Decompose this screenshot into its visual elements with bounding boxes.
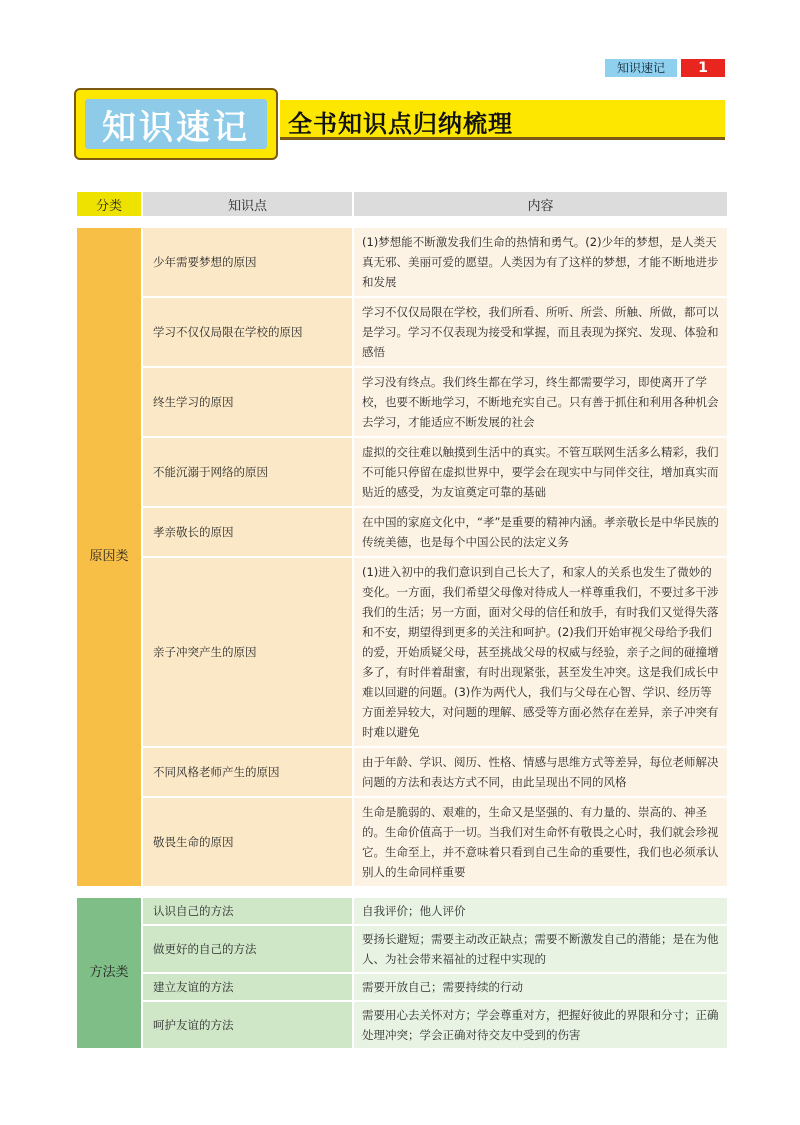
content-cell: 在中国的家庭文化中，“孝”是重要的精神内涵。孝亲敬长是中华民族的传统美德，也是每个中国公民的法定义务 xyxy=(354,508,727,556)
content-cell: (1)进入初中的我们意识到自己长大了，和家人的关系也发生了微妙的变化。一方面，我们希望父母像对待成人一样尊重我们，不要过多干涉我们的生活；另一方面，面对父母的信任和放手，有时我们又觉得失落和不安，期望得到更多的关注和呵护。(2)我们开始审视父母给予我们的爱，开始质疑父母，甚至挑战父母的权威与经验，亲子之间的碰撞增多了，有时伴着甜蜜，有时出现紧张，甚至发生冲突。这是我们成长中难以回避的问题。(3)作为两代人，我们与父母在心智、学识、经历等方面差异较大，对问题的理解、感受等方面必然存在差异，亲子冲突有时难以避免 xyxy=(354,558,727,746)
page-header xyxy=(605,59,725,77)
content-cell: 学习没有终点。我们终生都在学习，终生都需要学习，即使离开了学校，也要不断地学习，不断地充实自己。只有善于抓住和利用各种机会去学习，才能适应不断发展的社会 xyxy=(354,368,727,436)
topic-cell: 终生学习的原因 xyxy=(143,368,352,436)
content-cell: 需要用心去关怀对方；学会尊重对方，把握好彼此的界限和分寸；正确处理冲突；学会正确对待交友中受到的伤害 xyxy=(354,1002,727,1048)
table-row xyxy=(77,898,727,924)
title-banner xyxy=(74,88,725,162)
topic-cell: 呵护友谊的方法 xyxy=(143,1002,352,1048)
category-cell: 方法类 xyxy=(77,898,141,1048)
content-cell: 需要开放自己；需要持续的行动 xyxy=(354,974,727,1000)
table-row xyxy=(77,974,727,1000)
category-cell: 原因类 xyxy=(77,228,141,886)
page-number: 1 xyxy=(681,59,725,77)
table-row xyxy=(77,298,727,366)
topic-cell: 亲子冲突产生的原因 xyxy=(143,558,352,746)
topic-cell: 敬畏生命的原因 xyxy=(143,798,352,886)
table-row xyxy=(77,368,727,436)
table-row xyxy=(77,508,727,556)
table-header-row xyxy=(77,192,727,216)
content-cell: 虚拟的交往难以触摸到生活中的真实。不管互联网生活多么精彩，我们不可能只停留在虚拟世界中，要学会在现实中与同伴交往，增加真实而贴近的感受，为友谊奠定可靠的基础 xyxy=(354,438,727,506)
table-row xyxy=(77,228,727,296)
content-cell: 要扬长避短；需要主动改正缺点；需要不断激发自己的潜能；是在为他人、为社会带来福祉的过程中实现的 xyxy=(354,926,727,972)
table-row xyxy=(77,798,727,886)
content-cell: 由于年龄、学识、阅历、性格、情感与思维方式等差异，每位老师解决问题的方法和表达方式不同，由此呈现出不同的风格 xyxy=(354,748,727,796)
table-row xyxy=(77,748,727,796)
topic-cell: 认识自己的方法 xyxy=(143,898,352,924)
title-badge xyxy=(74,88,278,160)
content-cell: 自我评价；他人评价 xyxy=(354,898,727,924)
section-label: 知识速记 xyxy=(605,59,677,77)
table-row xyxy=(77,438,727,506)
topic-cell: 学习不仅仅局限在学校的原因 xyxy=(143,298,352,366)
page-title: 全书知识点归纳梳理 xyxy=(288,110,513,138)
topic-cell: 建立友谊的方法 xyxy=(143,974,352,1000)
topic-cell: 不同风格老师产生的原因 xyxy=(143,748,352,796)
title-strip xyxy=(280,100,725,140)
table-row xyxy=(77,558,727,746)
header-category: 分类 xyxy=(77,192,141,216)
topic-cell: 不能沉溺于网络的原因 xyxy=(143,438,352,506)
content-cell: 学习不仅仅局限在学校，我们所看、所听、所尝、所触、所做，都可以是学习。学习不仅表现为接受和掌握，而且表现为探究、发现、体验和感悟 xyxy=(354,298,727,366)
title-badge-text: 知识速记 xyxy=(85,99,267,149)
topic-cell: 孝亲敬长的原因 xyxy=(143,508,352,556)
header-content: 内容 xyxy=(354,192,727,216)
content-cell: 生命是脆弱的、艰难的，生命又是坚强的、有力量的、崇高的、神圣的。生命价值高于一切。当我们对生命怀有敬畏之心时，我们就会珍视它。生命至上，并不意味着只看到自己生命的重要性，我们也必须承认别人的生命同样重要 xyxy=(354,798,727,886)
topic-cell: 做更好的自己的方法 xyxy=(143,926,352,972)
header-topic: 知识点 xyxy=(143,192,352,216)
table-row xyxy=(77,1002,727,1048)
knowledge-table xyxy=(75,190,729,1050)
topic-cell: 少年需要梦想的原因 xyxy=(143,228,352,296)
content-cell: (1)梦想能不断激发我们生命的热情和勇气。(2)少年的梦想，是人类天真无邪、美丽可爱的愿望。人类因为有了这样的梦想，才能不断地进步和发展 xyxy=(354,228,727,296)
table-row xyxy=(77,926,727,972)
